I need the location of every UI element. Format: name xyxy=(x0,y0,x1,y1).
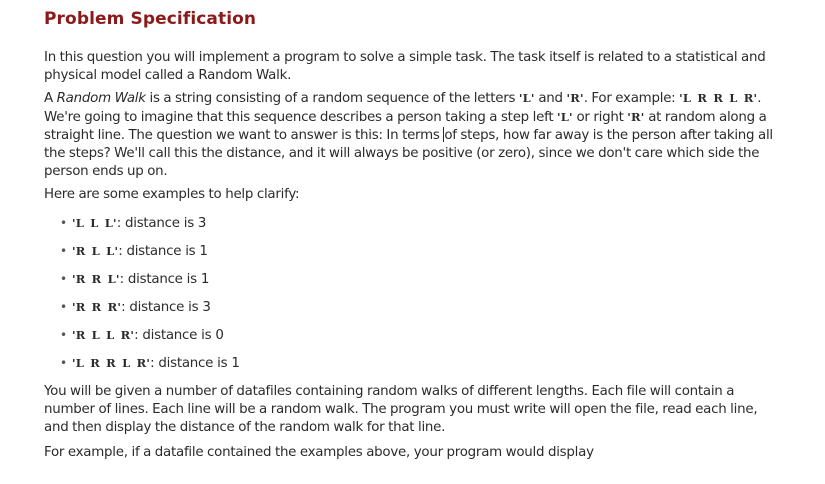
datafiles-paragraph: You will be given a number of datafiles containing random walks of different lengths. Each file will contain a number of lines. Each line will be a random walk. The program you must write will open the file, read each line, and then display the distance of the random walk for that line. xyxy=(44,384,758,435)
example-walk: 'L R R L R' xyxy=(72,356,151,370)
example-walk: 'R L L' xyxy=(72,244,119,258)
examples-list xyxy=(60,214,240,382)
definition-lead: A xyxy=(44,91,57,106)
example-walk: 'L L L' xyxy=(72,216,117,230)
closing-paragraph: For example, if a datafile contained the examples above, your program would display xyxy=(44,445,594,460)
example-result: : distance is 1 xyxy=(118,244,208,259)
definition-text-4: . We're going to imagine that this sequence describes a person taking a step left xyxy=(44,91,762,125)
list-item xyxy=(60,270,240,298)
example-result: : distance is 3 xyxy=(116,216,207,231)
example-walk: 'R L L R' xyxy=(72,328,135,342)
definition-text-1: is a string consisting of a random sequence of the letters xyxy=(145,91,519,106)
example-result: : distance is 3 xyxy=(121,300,211,315)
bullet-icon: • xyxy=(60,216,67,230)
code-l: 'L' xyxy=(518,91,535,105)
intro-paragraph: In this question you will implement a program to solve a simple task. The task itself is related to a statistical and physical model called a Random Walk. xyxy=(44,50,766,83)
definition-paragraph xyxy=(44,89,784,181)
example-result: : distance is 1 xyxy=(119,272,210,287)
example-result: : distance is 0 xyxy=(134,328,224,343)
code-right-step: 'R' xyxy=(627,110,645,124)
definition-text-6: at random along a straight line. The question we want to answer is this: In terms xyxy=(44,110,767,143)
bullet-icon: • xyxy=(60,244,67,258)
code-left-step: 'L' xyxy=(557,110,573,124)
bullet-icon: • xyxy=(60,328,67,342)
page-title: Problem Specification xyxy=(44,9,257,29)
code-example-walk: 'L R R L R' xyxy=(679,91,758,105)
bullet-icon: • xyxy=(60,356,67,370)
list-item xyxy=(60,326,240,354)
examples-intro: Here are some examples to help clarify: xyxy=(44,187,300,202)
bullet-icon: • xyxy=(60,272,67,286)
list-item xyxy=(60,354,240,382)
example-result: : distance is 1 xyxy=(150,356,240,371)
code-r: 'R' xyxy=(566,91,584,105)
example-walk: 'R R R' xyxy=(72,300,122,314)
bullet-icon: • xyxy=(60,300,67,314)
list-item xyxy=(60,298,240,326)
definition-text-2: and xyxy=(534,91,567,106)
random-walk-term: Random Walk xyxy=(56,91,146,106)
list-item xyxy=(60,214,240,242)
definition-text-3: . For example: xyxy=(583,91,680,106)
definition-text-5: or right xyxy=(572,110,628,125)
list-item xyxy=(60,242,240,270)
definition-text-7: of steps, how far away is the person after taking all the steps? We'll call this the distance, and it will always be positive (or zero), since we don't care which side the person ends up on. xyxy=(44,128,773,179)
example-walk: 'R R L' xyxy=(72,272,120,286)
